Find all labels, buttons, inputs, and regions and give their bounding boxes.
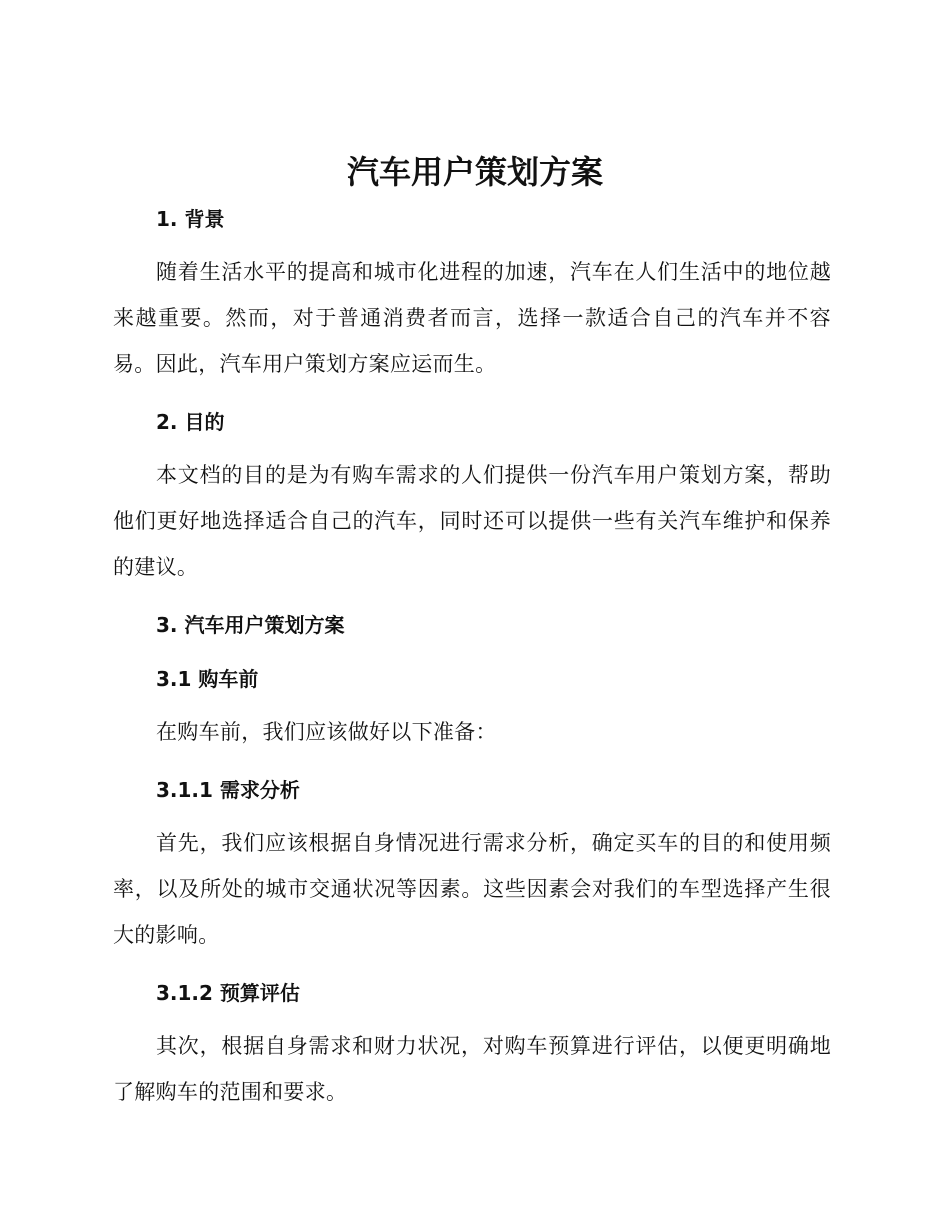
paragraph-before-purchase: 在购车前，我们应该做好以下准备： xyxy=(156,720,497,744)
subsection-heading-before-purchase: 3.1 购车前 xyxy=(156,667,259,691)
section-heading-plan: 3. 汽车用户策划方案 xyxy=(156,613,345,637)
paragraph-purpose: 本文档的目的是为有购车需求的人们提供一份汽车用户策划方案，帮助他们更好地选择适合自己的汽车，同时还可以提供一些有关汽车维护和保养的建议。 xyxy=(113,463,831,579)
subsection-heading-budget-evaluation: 3.1.2 预算评估 xyxy=(156,981,300,1005)
subsection-heading-needs-analysis: 3.1.1 需求分析 xyxy=(156,778,300,802)
paragraph-budget-evaluation: 其次，根据自身需求和财力状况，对购车预算进行评估，以便更明确地了解购车的范围和要求。 xyxy=(113,1034,831,1104)
section-heading-background: 1. 背景 xyxy=(156,207,225,231)
section-heading-purpose: 2. 目的 xyxy=(156,410,225,434)
document-body xyxy=(113,200,831,1115)
paragraph-background: 随着生活水平的提高和城市化进程的加速，汽车在人们生活中的地位越来越重要。然而，对于普通消费者而言，选择一款适合自己的汽车并不容易。因此，汽车用户策划方案应运而生。 xyxy=(113,260,831,376)
paragraph-needs-analysis: 首先，我们应该根据自身情况进行需求分析，确定买车的目的和使用频率，以及所处的城市交通状况等因素。这些因素会对我们的车型选择产生很大的影响。 xyxy=(113,831,831,947)
document-title: 汽车用户策划方案 xyxy=(346,153,603,191)
